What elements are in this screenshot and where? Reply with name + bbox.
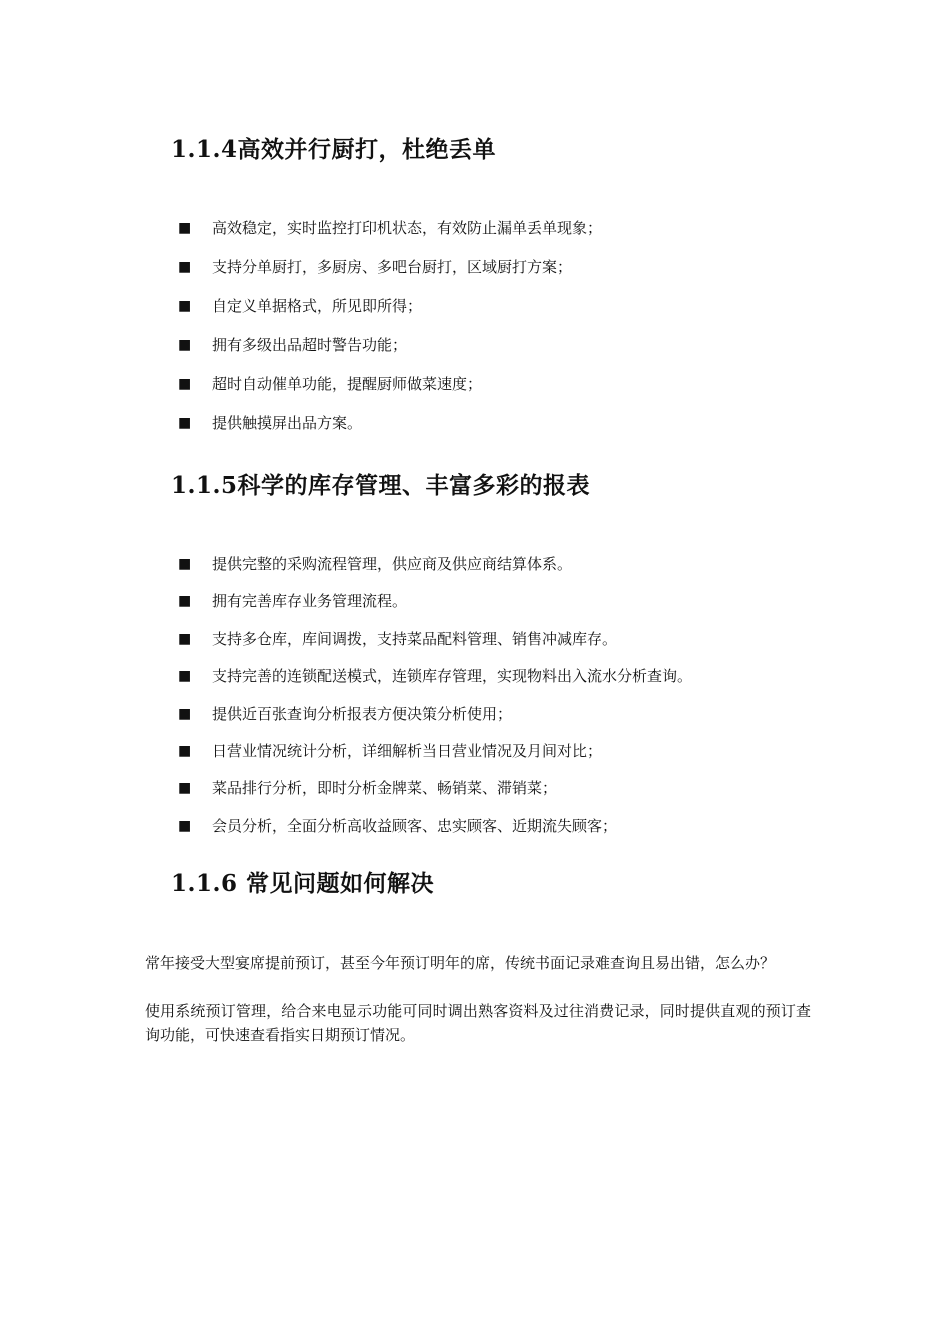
section-heading-1-1-5: 1.1.5科学的库存管理、丰富多彩的报表 [171,472,591,499]
bullet-square-icon: ■ [178,630,192,647]
section-heading-1-1-4: 1.1.4高效并行厨打，杜绝丢单 [171,136,497,163]
bullet-square-icon: ■ [178,593,192,610]
bullet-square-icon: ■ [178,780,192,797]
faq-question-paragraph: 常年接受大型宴席提前预订，甚至今年预订明年的席，传统书面记录难查询且易出错，怎么办？ [145,954,776,972]
list-item-text: 日营业情况统计分析，详细解析当日营业情况及月间对比； [212,741,603,760]
list-item-text: 支持多仓库，库间调拨，支持菜品配料管理、销售冲减库存。 [212,629,618,648]
bullet-square-icon: ■ [178,298,192,314]
bullet-square-icon: ■ [178,376,192,392]
list-item-text: 自定义单据格式，所见即所得； [212,297,423,315]
bullet-square-icon: ■ [178,705,192,722]
list-item-text: 提供触摸屏出品方案。 [212,414,363,432]
list-item-text: 拥有完善库存业务管理流程。 [212,592,408,611]
section-heading-1-1-6: 1.1.6 常见问题如何解决 [171,870,435,897]
list-item-text: 超时自动催单功能，提醒厨师做菜速度； [212,375,483,393]
bullet-square-icon: ■ [178,668,192,685]
bullet-square-icon: ■ [178,259,192,275]
list-item-text: 会员分析，全面分析高收益顾客、忠实顾客、近期流失顾客； [212,816,618,835]
list-item-text: 高效稳定，实时监控打印机状态，有效防止漏单丢单现象； [212,219,603,237]
list-item-text: 拥有多级出品超时警告功能； [212,336,408,354]
bullet-square-icon: ■ [178,742,192,759]
list-item-text: 提供近百张查询分析报表方便决策分析使用； [212,704,513,723]
bullet-square-icon: ■ [178,817,192,834]
bullet-square-icon: ■ [178,337,192,353]
list-item-text: 菜品排行分析，即时分析金牌菜、畅销菜、滞销菜； [212,779,558,798]
faq-answer-paragraph: 使用系统预订管理，给合来电显示功能可同时调出熟客资料及过往消费记录，同时提供直观的预订查询功能，可快速查看指实日期预订情况。 [145,1002,811,1044]
list-item-text: 支持完善的连锁配送模式，连锁库存管理，实现物料出入流水分析查询。 [212,667,693,686]
list-item-text: 提供完整的采购流程管理，供应商及供应商结算体系。 [212,555,573,573]
bullet-square-icon: ■ [178,415,192,431]
list-item-text: 支持分单厨打，多厨房、多吧台厨打，区域厨打方案； [212,258,573,276]
bullet-square-icon: ■ [178,220,192,236]
bullet-square-icon: ■ [178,556,192,572]
